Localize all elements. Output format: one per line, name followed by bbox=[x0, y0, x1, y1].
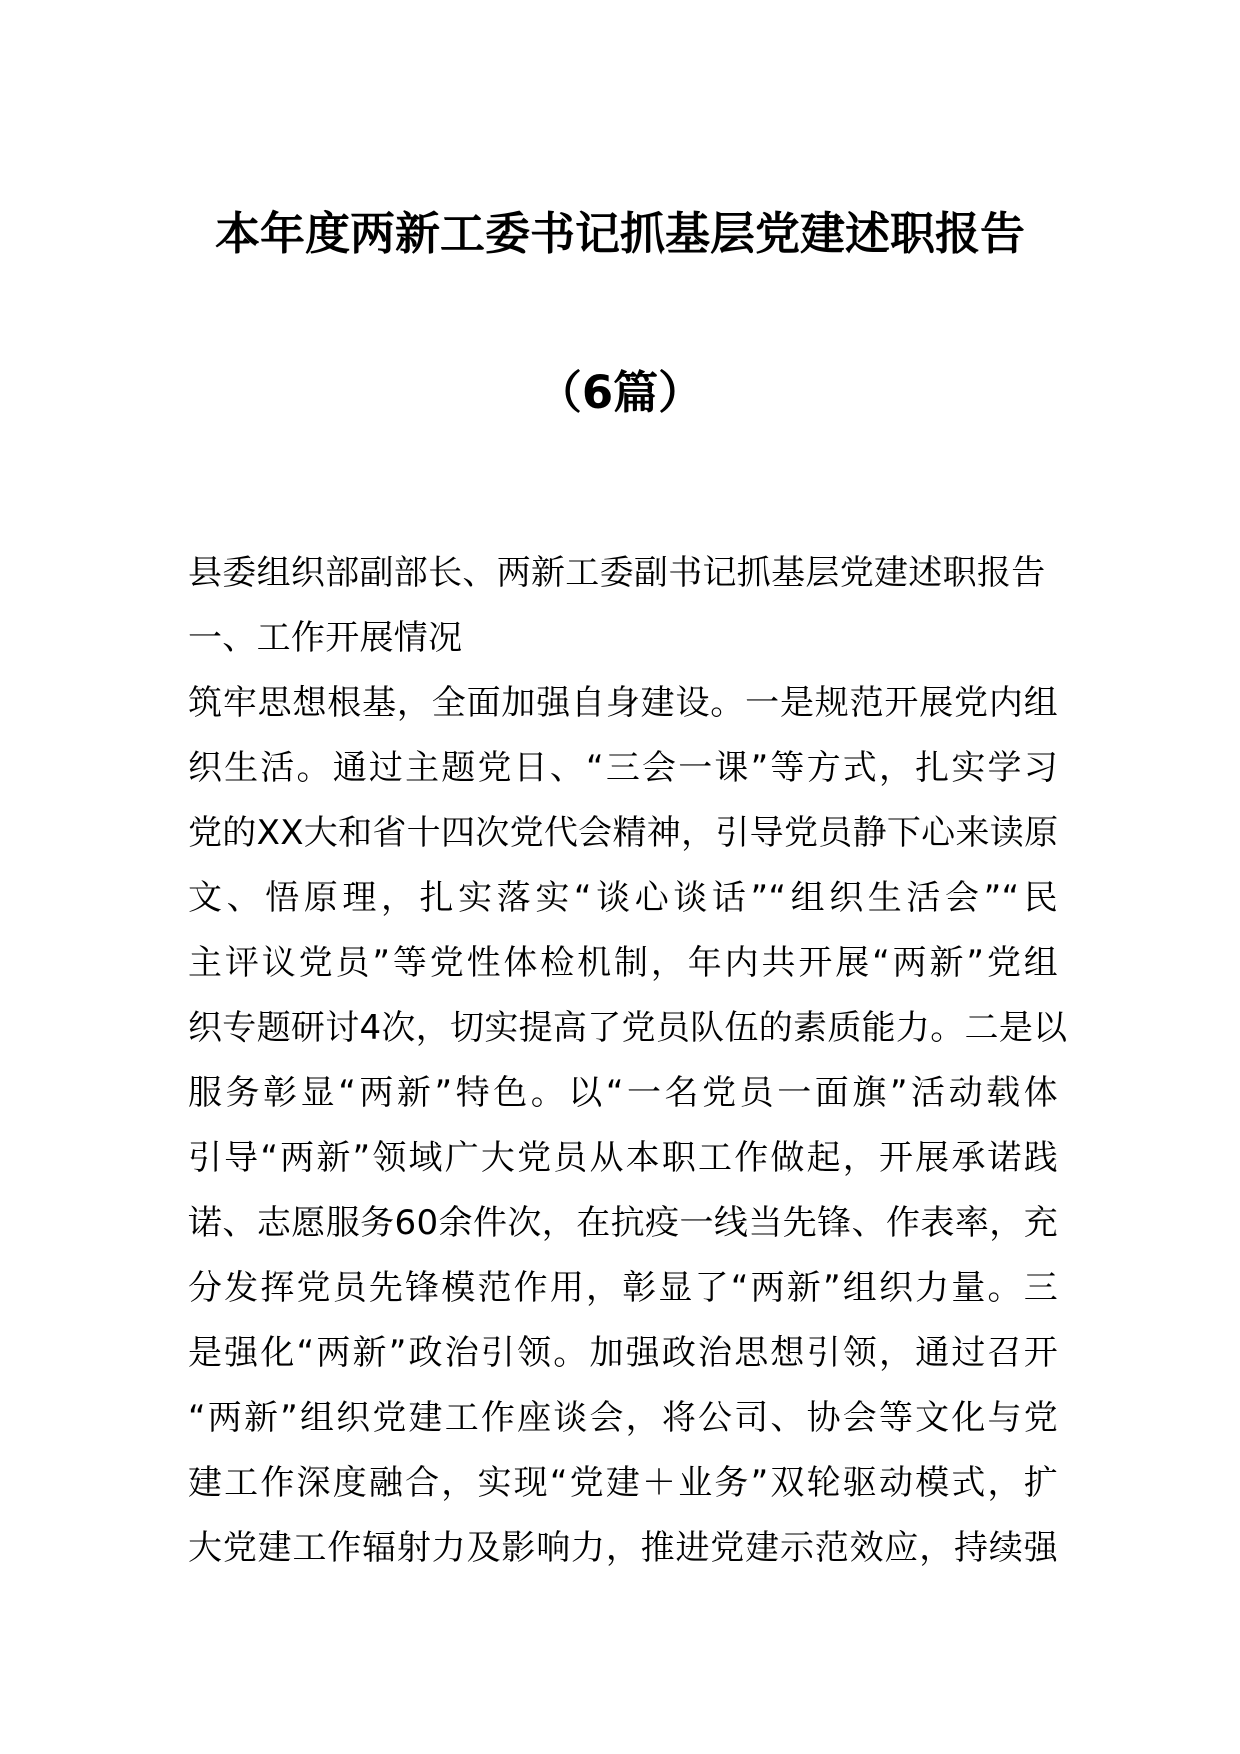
document-title: 本年度两新工委书记抓基层党建述职报告 bbox=[214, 207, 1025, 260]
paragraph-line: 分发挥党员先锋模范作用，彰显了“两新”组织力量。三 bbox=[188, 1268, 1058, 1308]
paragraph-line: 是强化“两新”政治引领。加强政治思想引领，通过召开 bbox=[188, 1333, 1058, 1373]
paragraph-line: 织生活。通过主题党日、“三会一课”等方式，扎实学习 bbox=[188, 748, 1058, 788]
paragraph-line: 党的XX大和省十四次党代会精神，引导党员静下心来读原 bbox=[188, 813, 1059, 853]
paragraph-line: 大党建工作辐射力及影响力，推进党建示范效应，持续强 bbox=[188, 1528, 1058, 1568]
subsection-heading: 一、工作开展情况 bbox=[188, 618, 463, 658]
paragraph-line: 引导“两新”领域广大党员从本职工作做起，开展承诺践 bbox=[188, 1138, 1058, 1178]
paragraph-line: 织专题研讨4次，切实提高了党员队伍的素质能力。二是以 bbox=[188, 1008, 1068, 1048]
paragraph-line: 文、悟原理，扎实落实“谈心谈话”“组织生活会”“民 bbox=[188, 878, 1058, 918]
paragraph-line: 服务彰显“两新”特色。以“一名党员一面旗”活动载体 bbox=[188, 1073, 1058, 1113]
paragraph-line: 主评议党员”等党性体检机制，年内共开展“两新”党组 bbox=[188, 943, 1058, 983]
paragraph-line: 筑牢思想根基，全面加强自身建设。一是规范开展党内组 bbox=[188, 683, 1058, 723]
paragraph-line: 建工作深度融合，实现“党建＋业务”双轮驱动模式，扩 bbox=[188, 1463, 1058, 1503]
document-subtitle: （6篇） bbox=[536, 366, 704, 419]
paragraph-line: “两新”组织党建工作座谈会，将公司、协会等文化与党 bbox=[188, 1398, 1058, 1438]
paragraph-line: 诺、志愿服务60余件次，在抗疫一线当先锋、作表率，充 bbox=[188, 1203, 1058, 1243]
section-heading: 县委组织部副部长、两新工委副书记抓基层党建述职报告 bbox=[188, 553, 1046, 593]
document-body bbox=[188, 549, 1068, 1589]
